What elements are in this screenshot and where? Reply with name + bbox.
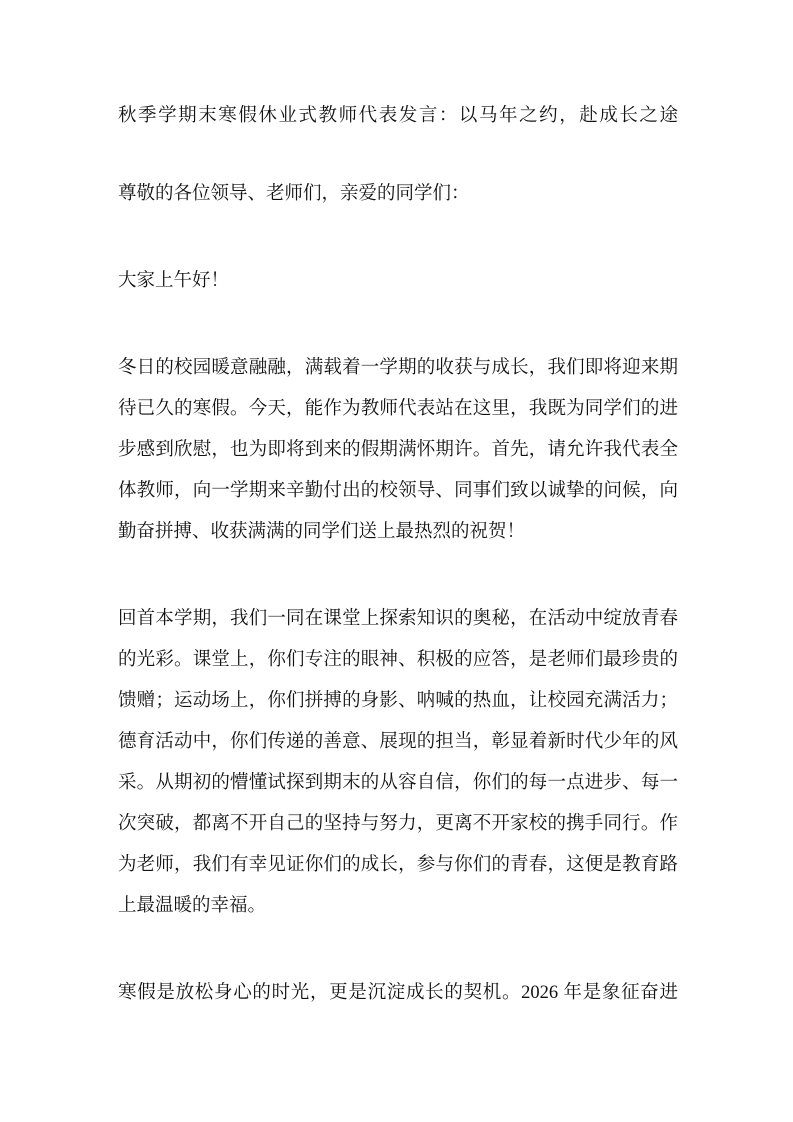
text-line: 待已久的寒假。今天，能作为教师代表站在这里，我既为同学们的进	[118, 399, 678, 419]
paragraph	[118, 348, 678, 553]
text-line: 次突破，都离不开自己的坚持与努力，更离不开家校的携手同行。作	[118, 814, 678, 834]
text-line: 回首本学期，我们一同在课堂上探索知识的奥秘，在活动中绽放青春	[118, 609, 678, 629]
text-line: 大家上午好！	[118, 271, 230, 291]
text-line: 为老师，我们有幸见证你们的成长，参与你们的青春，这便是教育路	[118, 855, 678, 875]
document-paragraphs	[118, 174, 678, 1014]
text-line: 德育活动中，你们传递的善意、展现的担当，彰显着新时代少年的风	[118, 732, 678, 752]
paragraph	[118, 973, 678, 1014]
document-title: 秋季学期末寒假休业式教师代表发言：以马年之约，赴成长之途	[118, 106, 678, 126]
text-line: 冬日的校园暖意融融，满载着一学期的收获与成长，我们即将迎来期	[118, 358, 678, 378]
paragraph	[118, 261, 678, 302]
paragraph	[118, 599, 678, 927]
text-line: 馈赠；运动场上，你们拼搏的身影、呐喊的热血，让校园充满活力；	[118, 691, 678, 711]
text-line: 步感到欣慰，也为即将到来的假期满怀期许。首先，请允许我代表全	[118, 440, 678, 460]
text-line: 的光彩。课堂上，你们专注的眼神、积极的应答，是老师们最珍贵的	[118, 650, 678, 670]
text-line: 上最温暖的幸福。	[118, 896, 267, 916]
text-line: 采。从期初的懵懂试探到期末的从容自信，你们的每一点进步、每一	[118, 773, 678, 793]
document-body	[118, 96, 678, 1014]
text-line: 寒假是放松身心的时光，更是沉淀成长的契机。2026 年是象征奋进	[118, 983, 678, 1003]
paragraph	[118, 174, 678, 215]
text-line: 尊敬的各位领导、老师们，亲爱的同学们：	[118, 184, 470, 204]
text-line: 体教师，向一学期来辛勤付出的校领导、同事们致以诚挚的问候，向	[118, 481, 678, 501]
text-line: 勤奋拼搏、收获满满的同学们送上最热烈的祝贺！	[118, 522, 526, 542]
